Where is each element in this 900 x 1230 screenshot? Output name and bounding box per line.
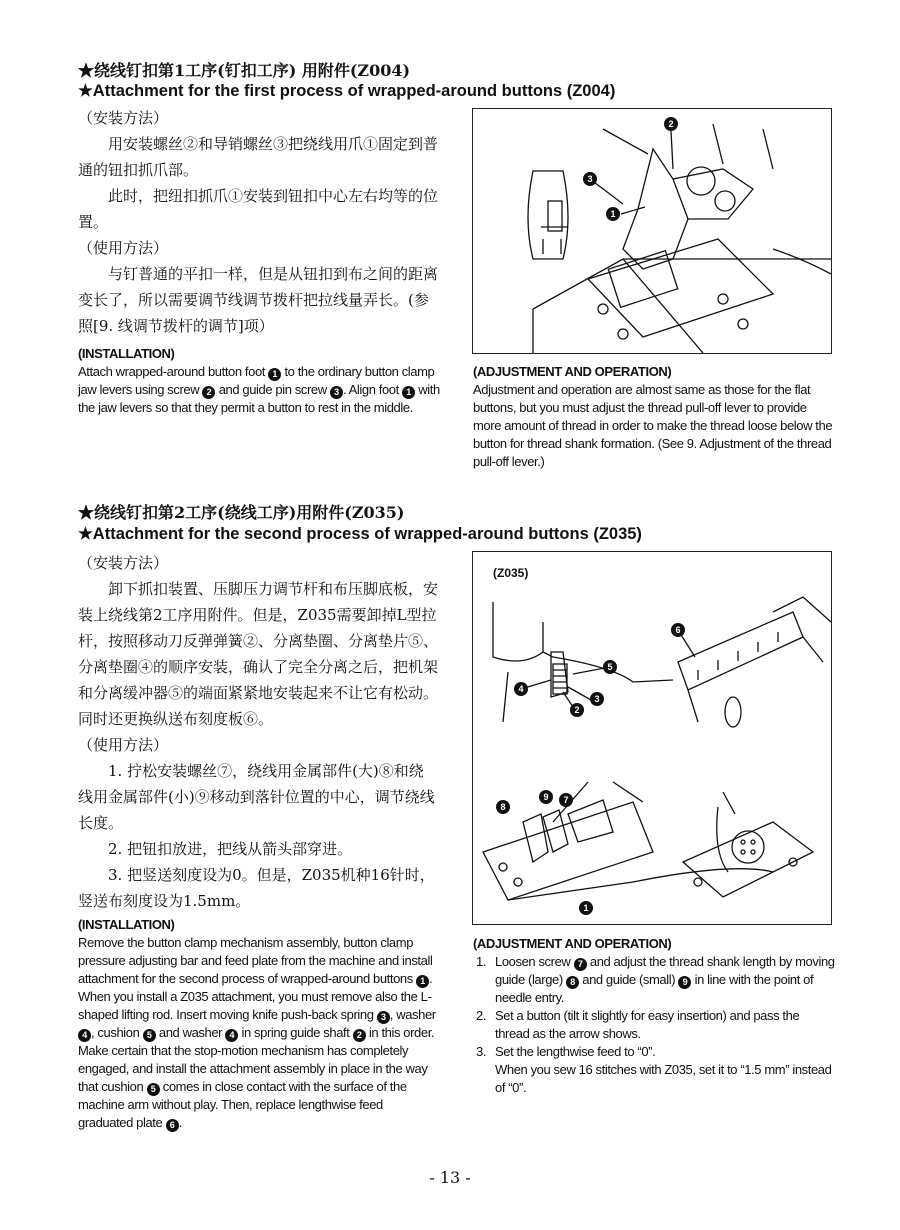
badge-5b: 5	[147, 1083, 160, 1096]
badge-4: 4	[78, 1029, 91, 1042]
s2-install-cn-text: 卸下抓扣装置、压脚压力调节杆和布压脚底板，安装上绕线第2工序用附件。但是，Z035需要卸掉L型拉杆，按照移动刀反弹弹簧②、分离垫圈、分离垫片⑤、分离垫圈④的顺序安装，确认了完全分离之后，把机架和分离缓冲器⑤的端面紧紧地安装起来不让它有松动。同时还更换纵送布刻度板⑥。	[78, 580, 439, 728]
callout-1: 1	[610, 209, 616, 219]
use-cn-heading: （使用方法）	[78, 239, 169, 257]
adjust-steps	[473, 953, 835, 1097]
install-cn-heading: （安装方法）	[78, 109, 169, 127]
z035-illustration	[473, 552, 831, 924]
callout-8: 8	[500, 802, 506, 812]
callout-4: 4	[518, 684, 524, 694]
badge-7: 7	[574, 958, 587, 971]
section2-title-en: ★Attachment for the second process of wrapped-around buttons (Z035)	[78, 525, 642, 543]
section1-adjust-en	[473, 363, 835, 471]
figure-z004	[472, 108, 832, 354]
s2-install-en-text: Remove the button clamp mechanism assembly, button clamp pressure adjusting bar and feed plate from the machine and install attachment for the second process of wrapped-around buttons 1 . When you install a Z035 attachment, you must remove also the L-shaped lifting rod. Insert moving knife push-back spring 3 , washer 4 , cushion 5 and washer 4 in spring guide shaft 2 in this order. Make certain that the stop-motion mechanism has completely engaged, and install the attachment assembly in place in the way that cushion 5 comes in close contact with the surface of the machine arm without play. Then, replace lengthwise feed graduated plate 6 .	[78, 935, 436, 1130]
install-en-text: Attach wrapped-around button foot 1 to the ordinary button clamp jaw levers using screw 2 and guide pin screw 3 . Align foot 1 with the jaw levers so that they permit a button to rest in the middle.	[78, 364, 440, 415]
callout-2: 2	[668, 119, 674, 129]
use-cn-text: 与钉普通的平扣一样，但是从钮扣到布之间的距离变长了，所以需要调节线调节拨杆把拉线量弄长。(参照[9. 线调节拨杆的调节]项）	[78, 265, 439, 335]
s2-use-cn-2: 2. 把钮扣放进，把线从箭头部穿进。	[108, 840, 353, 858]
section2-install-en	[78, 916, 436, 1132]
callout-6: 6	[675, 625, 681, 635]
badge-5: 5	[143, 1029, 156, 1042]
section1-install-en	[78, 345, 443, 417]
install-cn-line-2: 此时，把纽扣抓爪①安装到钮扣中心左右均等的位置。	[78, 187, 439, 231]
badge-2: 2	[353, 1029, 366, 1042]
s2-use-cn-1: 1. 拧松安装螺丝⑦，绕线用金属部件(大)⑧和绕线用金属部件(小)⑨移动到落针位置的中心，调节绕线长度。	[78, 762, 435, 832]
callout-2: 2	[574, 705, 580, 715]
page-number: - 13 -	[429, 1168, 471, 1187]
badge-2: 2	[202, 386, 215, 399]
section2-title-cn: ★绕线钉扣第2工序(绕线工序)用附件(Z035)	[78, 503, 405, 522]
badge-3: 3	[377, 1011, 390, 1024]
badge-1: 1	[416, 975, 429, 988]
callout-7: 7	[563, 795, 569, 805]
section2-cn	[78, 550, 438, 914]
section2-adjust-en	[473, 935, 835, 1097]
badge-4b: 4	[225, 1029, 238, 1042]
s2-use-cn-3: 3. 把竖送刻度设为0。但是，Z035机种16针时，竖送布刻度设为1.5mm。	[78, 866, 435, 910]
badge-1: 1	[268, 368, 281, 381]
install-cn-line-1: 用安装螺丝②和导销螺丝③把绕线用爪①固定到普通的钮扣抓爪部。	[78, 135, 439, 179]
adjust-en-text: Adjustment and operation are almost same as those for the flat buttons, but you must adjust the thread pull-off lever to provide more amount of thread in order to make the thread loose below the button for thread shank formation. (See 9. Adjustment of the thread pull-off lever.)	[473, 382, 833, 469]
section1-install-cn	[78, 105, 438, 339]
adjust-step-3: 3. Set the lengthwise feed to “0”. When you sew 16 stitches with Z035, set it to “1.5 mm” instead of “0”.	[476, 1044, 832, 1095]
badge-6: 6	[166, 1119, 179, 1132]
s2-adjust-en-heading: (ADJUSTMENT AND OPERATION)	[473, 936, 672, 951]
section1-title-cn: ★绕线钉扣第1工序(钉扣工序) 用附件(Z004)	[78, 61, 411, 80]
callout-9: 9	[543, 792, 549, 802]
adjust-en-heading: (ADJUSTMENT AND OPERATION)	[473, 364, 672, 379]
figure-label: (Z035)	[493, 566, 529, 580]
install-en-heading: (INSTALLATION)	[78, 346, 175, 361]
z004-illustration	[473, 109, 831, 353]
figure-z035	[472, 551, 832, 925]
s2-use-cn-heading: （使用方法）	[78, 736, 169, 754]
badge-1b: 1	[402, 386, 415, 399]
badge-9: 9	[678, 976, 691, 989]
callout-1: 1	[583, 903, 589, 913]
callout-3: 3	[594, 694, 600, 704]
badge-8: 8	[566, 976, 579, 989]
callout-3: 3	[587, 174, 593, 184]
adjust-step-1: 1. Loosen screw 7 and adjust the thread shank length by moving guide (large) 8 and guide (small) 9 in line with the point of needle entry.	[476, 954, 835, 1005]
s2-install-en-heading: (INSTALLATION)	[78, 917, 175, 932]
badge-3: 3	[330, 386, 343, 399]
adjust-step-2: 2. Set a button (tilt it slightly for easy insertion) and pass the thread as the arrow shows.	[476, 1008, 800, 1041]
callout-5: 5	[607, 662, 613, 672]
section1-title-en: ★Attachment for the first process of wrapped-around buttons (Z004)	[78, 82, 616, 100]
s2-install-cn-heading: （安装方法）	[78, 554, 169, 572]
